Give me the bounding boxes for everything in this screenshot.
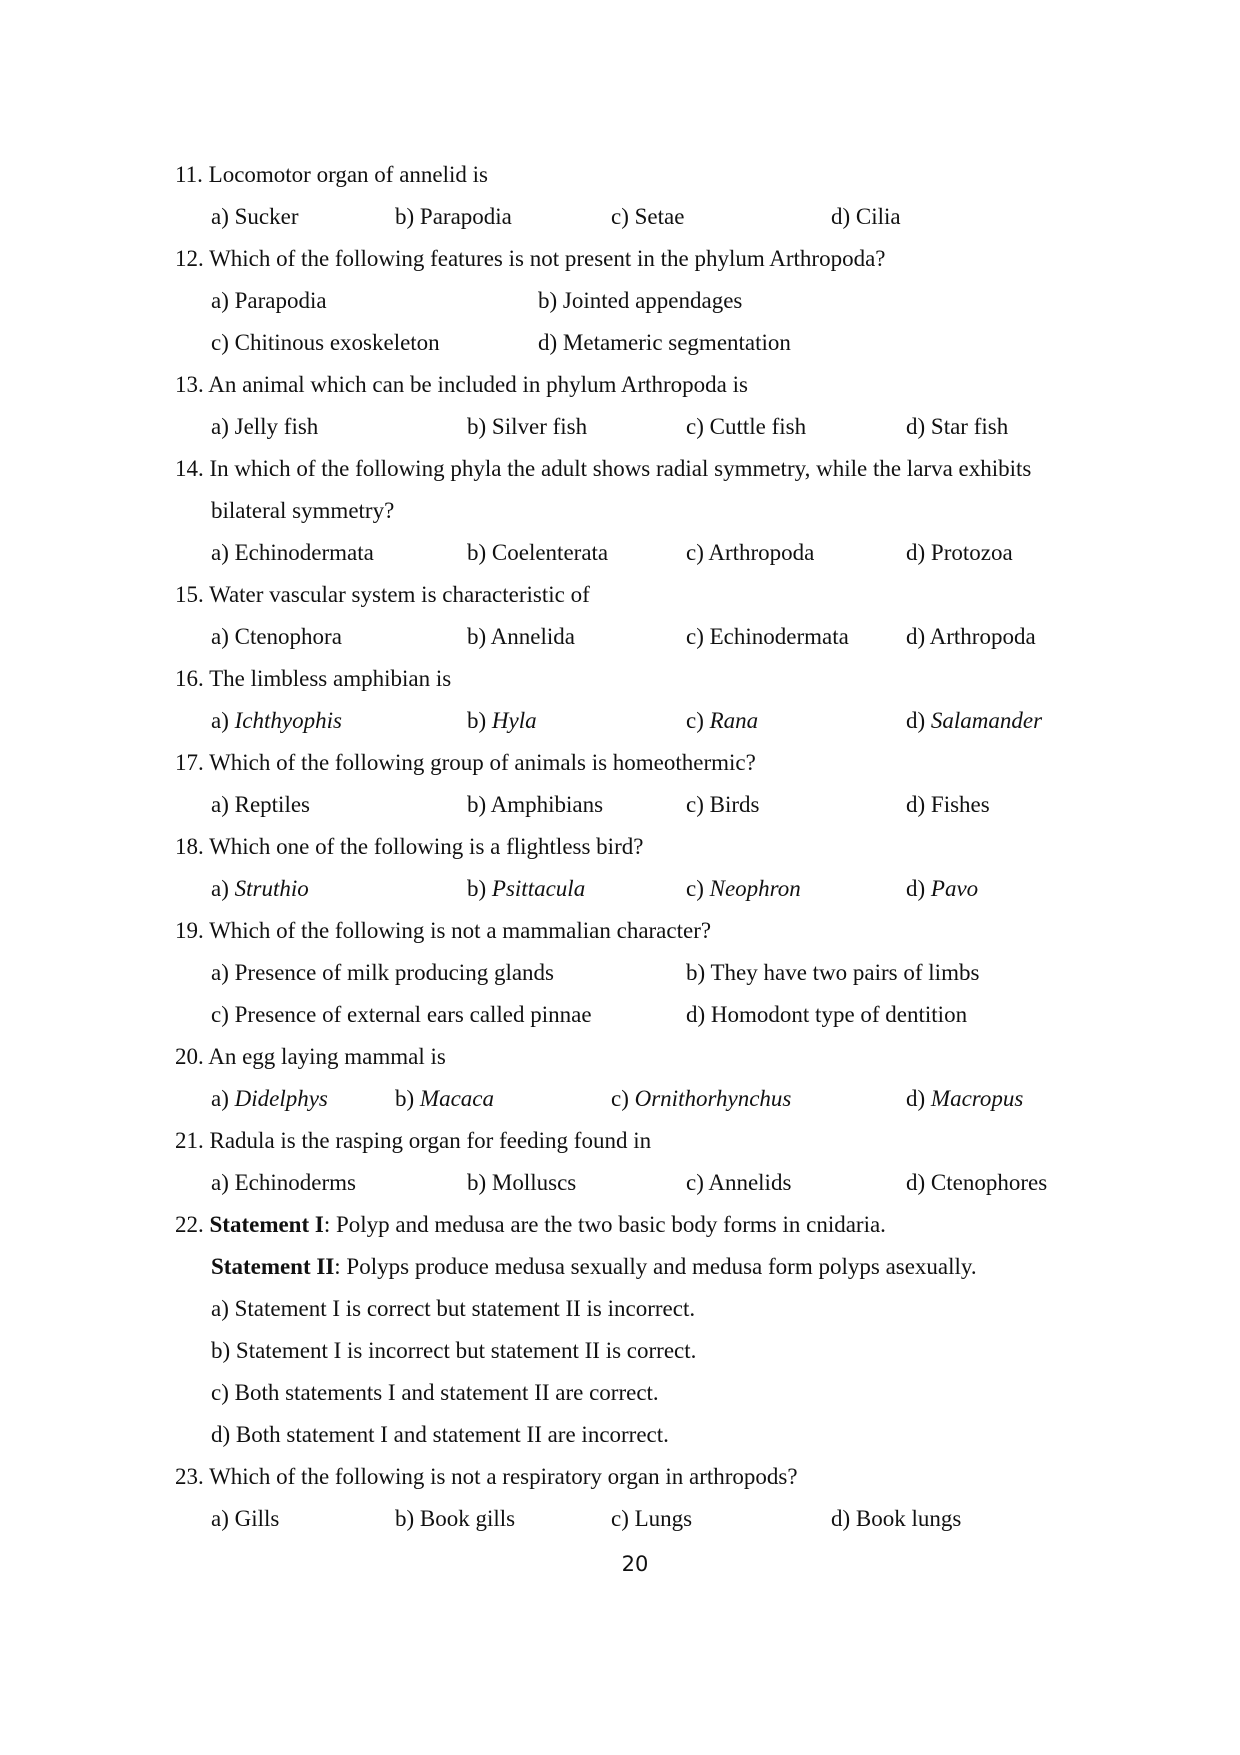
q20-option-a: a) Didelphys (211, 1086, 328, 1111)
q14-option-d: d) Protozoa (906, 540, 1013, 565)
q23-option-b: b) Book gills (395, 1506, 516, 1531)
q18-option-d: d) Pavo (906, 876, 979, 901)
q22-option-d: d) Both statement I and statement II are incorrect. (211, 1422, 669, 1447)
q13-option-d: d) Star fish (906, 414, 1009, 439)
q19-option-b: b) They have two pairs of limbs (686, 960, 980, 985)
q18-stem: 18. Which one of the following is a flightless bird? (175, 834, 644, 859)
q23-option-c: c) Lungs (611, 1506, 693, 1531)
q14-option-b: b) Coelenterata (467, 540, 609, 565)
q14-stem: 14. In which of the following phyla the adult shows radial symmetry, while the larva exhibits (175, 456, 1032, 481)
q14-option-a: a) Echinodermata (211, 540, 374, 565)
q11-option-b: b) Parapodia (395, 204, 512, 229)
q17-option-d: d) Fishes (906, 792, 990, 817)
q15-option-c: c) Echinodermata (686, 624, 849, 649)
q19-stem: 19. Which of the following is not a mammalian character? (175, 918, 712, 943)
q17-stem: 17. Which of the following group of animals is homeothermic? (175, 750, 756, 775)
q12-option-c: c) Chitinous exoskeleton (211, 330, 440, 355)
q15-stem: 15. Water vascular system is characteristic of (175, 582, 590, 607)
q13-option-b: b) Silver fish (467, 414, 588, 439)
q16-option-b: b) Hyla (467, 708, 537, 733)
q11-stem: 11. Locomotor organ of annelid is (175, 162, 488, 187)
q22-statement-1: 22. Statement I: Polyp and medusa are the two basic body forms in cnidaria. (175, 1212, 886, 1237)
q20-option-d: d) Macropus (906, 1086, 1024, 1111)
q15-option-b: b) Annelida (467, 624, 575, 649)
q13-stem: 13. An animal which can be included in phylum Arthropoda is (175, 372, 748, 397)
q21-option-d: d) Ctenophores (906, 1170, 1048, 1195)
q16-option-a: a) Ichthyophis (211, 708, 342, 733)
q23-option-a: a) Gills (211, 1506, 280, 1531)
q15-option-a: a) Ctenophora (211, 624, 342, 649)
q20-stem: 20. An egg laying mammal is (175, 1044, 446, 1069)
q14-stem-continued: bilateral symmetry? (211, 498, 395, 523)
page-number: 20 (621, 1552, 649, 1576)
q18-option-c: c) Neophron (686, 876, 801, 901)
q13-option-a: a) Jelly fish (211, 414, 319, 439)
q13-option-c: c) Cuttle fish (686, 414, 807, 439)
q14-option-c: c) Arthropoda (686, 540, 815, 565)
q23-stem: 23. Which of the following is not a respiratory organ in arthropods? (175, 1464, 798, 1489)
q12-option-a: a) Parapodia (211, 288, 327, 313)
q21-option-b: b) Molluscs (467, 1170, 577, 1195)
q18-option-a: a) Struthio (211, 876, 309, 901)
q12-option-d: d) Metameric segmentation (538, 330, 791, 355)
q19-option-d: d) Homodont type of dentition (686, 1002, 968, 1027)
q16-option-c: c) Rana (686, 708, 759, 733)
q12-stem: 12. Which of the following features is not present in the phylum Arthropoda? (175, 246, 886, 271)
q12-option-b: b) Jointed appendages (538, 288, 743, 313)
q11-option-c: c) Setae (611, 204, 685, 229)
q20-option-c: c) Ornithorhynchus (611, 1086, 792, 1111)
q22-option-c: c) Both statements I and statement II are correct. (211, 1380, 659, 1405)
q23-option-d: d) Book lungs (831, 1506, 962, 1531)
q16-option-d: d) Salamander (906, 708, 1043, 733)
q21-stem: 21. Radula is the rasping organ for feeding found in (175, 1128, 652, 1153)
q22-option-a: a) Statement I is correct but statement II is incorrect. (211, 1296, 696, 1321)
q15-option-d: d) Arthropoda (906, 624, 1036, 649)
q19-option-a: a) Presence of milk producing glands (211, 960, 554, 985)
q20-option-b: b) Macaca (395, 1086, 494, 1111)
q11-option-d: d) Cilia (831, 204, 901, 229)
q18-option-b: b) Psittacula (467, 876, 586, 901)
q17-option-b: b) Amphibians (467, 792, 604, 817)
q21-option-a: a) Echinoderms (211, 1170, 356, 1195)
q21-option-c: c) Annelids (686, 1170, 792, 1195)
q17-option-c: c) Birds (686, 792, 760, 817)
q11-option-a: a) Sucker (211, 204, 299, 229)
q22-statement-2: Statement II: Polyps produce medusa sexually and medusa form polyps asexually. (211, 1254, 977, 1279)
q16-stem: 16. The limbless amphibian is (175, 666, 452, 691)
q22-option-b: b) Statement I is incorrect but statement II is correct. (211, 1338, 697, 1363)
q19-option-c: c) Presence of external ears called pinnae (211, 1002, 592, 1027)
q17-option-a: a) Reptiles (211, 792, 310, 817)
